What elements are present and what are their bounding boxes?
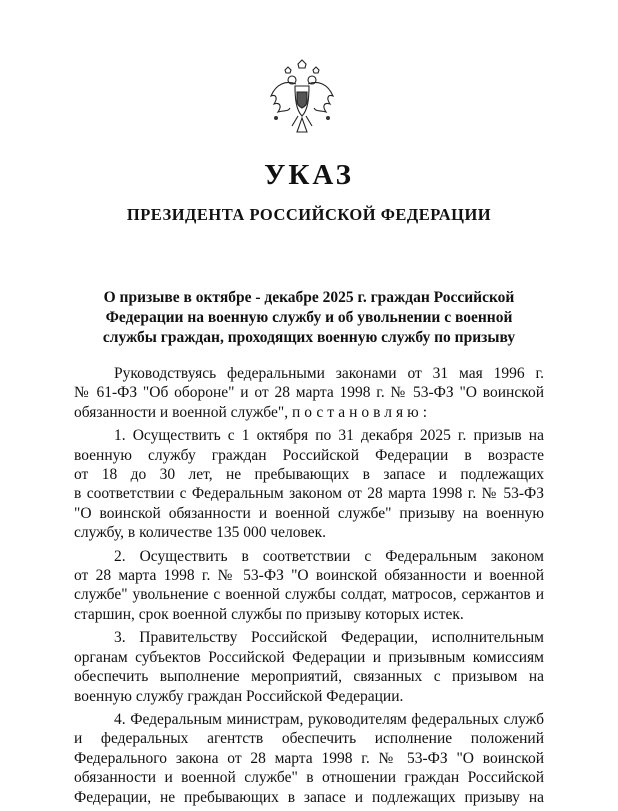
text-line: старшин, срок военной службы по призыву которых истек. (74, 605, 464, 623)
text-line: 2. Осуществить в соответствии с Федеральным законом (114, 547, 544, 565)
document-title: УКАЗ (264, 159, 354, 191)
text-line: № 61-ФЗ "Об обороне" и от 28 марта 1998 г. № 53-ФЗ "О воинской (74, 384, 544, 402)
point-1-paragraph (74, 426, 544, 542)
text-line: обязанности и военной службе" в отношении граждан Российской (74, 769, 544, 787)
decree-heading-line: Федерации на военную службу и об увольнении с военной (105, 309, 513, 326)
text-line: военную службу граждан Российской Федерации. (74, 687, 404, 705)
text-line: 4. Федеральным министрам, руководителям федеральных служб (114, 710, 544, 728)
text-line: 3. Правительству Российской Федерации, исполнительным (114, 629, 544, 647)
point-4-paragraph (74, 710, 544, 807)
text-line: обеспечить выполнение мероприятий, связанных с призывом на (74, 668, 544, 686)
text-line: Федерации, не пребывающих в запасе и подлежащих призыву на (74, 788, 544, 806)
decree-heading-line: О призыве в октябре - декабре 2025 г. граждан Российской (103, 289, 515, 306)
text-line: от 18 до 30 лет, не пребывающих в запасе и подлежащих (74, 466, 544, 484)
resolve-word: постановляю: (291, 403, 432, 421)
text-line: Руководствуясь федеральными законами от 31 мая 1996 г. (114, 365, 544, 382)
text-line (74, 403, 544, 422)
document-subtitle: ПРЕЗИДЕНТА РОССИЙСКОЙ ФЕДЕРАЦИИ (126, 205, 492, 224)
decree-heading-line: службы граждан, проходящих военную службу по призыву (102, 329, 516, 346)
text-line: и федеральных агентств обеспечить исполнение положений (74, 730, 544, 748)
text-line: от 28 марта 1998 г. № 53-ФЗ "О воинской обязанности и военной (74, 567, 544, 585)
text-line: службе" увольнение с военной службы солдат, матросов, сержантов и (74, 586, 544, 604)
text-line: Федерального закона от 28 марта 1998 г. № 53-ФЗ "О воинской (74, 749, 544, 767)
point-2-paragraph (74, 547, 544, 625)
text-line: в соответствии с Федеральным законом от 28 марта 1998 г. № 53-ФЗ (74, 485, 544, 503)
text-line: службу, в количестве 135 000 человек. (74, 524, 327, 542)
coat-of-arms-emblem-icon (268, 58, 336, 138)
text-line: органам субъектов Российской Федерации и призывным комиссиям (74, 648, 544, 666)
text-line: "О воинской обязанности и военной службе" призыву на военную (74, 504, 544, 522)
text-line: военную службу граждан Российской Федерации в возрасте (74, 446, 544, 464)
point-3-paragraph (74, 628, 544, 706)
text-line: 1. Осуществить с 1 октября по 31 декабря 2025 г. призыв на (114, 427, 544, 445)
preamble-text: обязанности и военной службе", (74, 403, 289, 421)
decree-body (74, 364, 544, 811)
preamble-paragraph (74, 364, 544, 422)
decree-heading (60, 288, 558, 348)
